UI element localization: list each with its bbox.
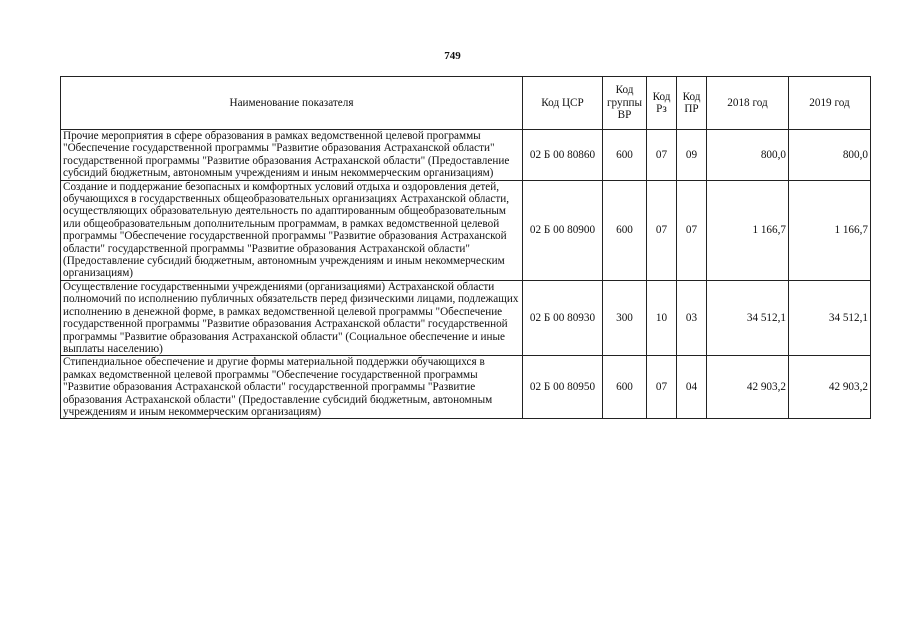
row-csr: 02 Б 00 80860 [523, 130, 603, 181]
table-row [61, 280, 871, 355]
table-row [61, 130, 871, 181]
row-pr: 04 [677, 356, 707, 419]
header-row [61, 77, 871, 130]
row-pr: 07 [677, 180, 707, 280]
row-2019: 34 512,1 [789, 280, 871, 355]
header-rz: Код Рз [647, 77, 677, 130]
row-2019: 1 166,7 [789, 180, 871, 280]
header-2018: 2018 год [707, 77, 789, 130]
row-pr: 09 [677, 130, 707, 181]
row-2018: 34 512,1 [707, 280, 789, 355]
row-rz: 10 [647, 280, 677, 355]
row-vr: 600 [603, 180, 647, 280]
row-2019: 800,0 [789, 130, 871, 181]
header-name: Наименование показателя [61, 77, 523, 130]
row-2018: 800,0 [707, 130, 789, 181]
row-vr: 600 [603, 356, 647, 419]
row-name: Прочие мероприятия в сфере образования в рамках ведомственной целевой программы "Обеспечение государственной программы "Развитие образования Астраханской области" государственной программы "Развитие образования Астраханской области" (Предоставление субсидий бюджетным, автономным учреждениям и иным некоммерческим организациям) [61, 130, 523, 181]
row-vr: 300 [603, 280, 647, 355]
row-2018: 1 166,7 [707, 180, 789, 280]
header-pr: Код ПР [677, 77, 707, 130]
row-2019: 42 903,2 [789, 356, 871, 419]
row-name: Создание и поддержание безопасных и комфортных условий отдыха и оздоровления детей, обучающихся в государственных общеобразовательных организациях Астраханской области, осуществляющих образовательную деятельность по адаптированным общеобразовательным или общеобразовательным дополнительным программам, в рамках ведомственной целевой программы "Обеспечение государственной программы "Развитие образования Астраханской области" государственной программы "Развитие образования Астраханской области" (Предоставление субсидий бюджетным, автономным учреждениям и иным некоммерческим организациям) [61, 180, 523, 280]
row-csr: 02 Б 00 80930 [523, 280, 603, 355]
row-2018: 42 903,2 [707, 356, 789, 419]
row-pr: 03 [677, 280, 707, 355]
table-row [61, 356, 871, 419]
page-number: 749 [444, 50, 461, 62]
row-name: Стипендиальное обеспечение и другие формы материальной поддержки обучающихся в рамках ведомственной целевой программы "Обеспечение государственной программы "Развитие образования Астраханской области" государственной программы "Развитие образования Астраханской области" (Предоставление субсидий бюджетным, автономным учреждениям и иным некоммерческим организациям) [61, 356, 523, 419]
row-rz: 07 [647, 356, 677, 419]
row-vr: 600 [603, 130, 647, 181]
row-rz: 07 [647, 130, 677, 181]
row-csr: 02 Б 00 80950 [523, 356, 603, 419]
row-name: Осуществление государственными учреждениями (организациями) Астраханской области полномочий по исполнению публичных обязательств перед физическими лицами, подлежащих исполнению в денежной форме, в рамках ведомственной целевой программы "Обеспечение государственной программы "Развитие образования Астраханской области" государственной программы "Развитие образования Астраханской области" (Социальное обеспечение и иные выплаты населению) [61, 280, 523, 355]
header-vr: Код группы ВР [603, 77, 647, 130]
row-csr: 02 Б 00 80900 [523, 180, 603, 280]
header-2019: 2019 год [789, 77, 871, 130]
header-csr: Код ЦСР [523, 77, 603, 130]
budget-table [60, 76, 871, 419]
table-row [61, 180, 871, 280]
row-rz: 07 [647, 180, 677, 280]
